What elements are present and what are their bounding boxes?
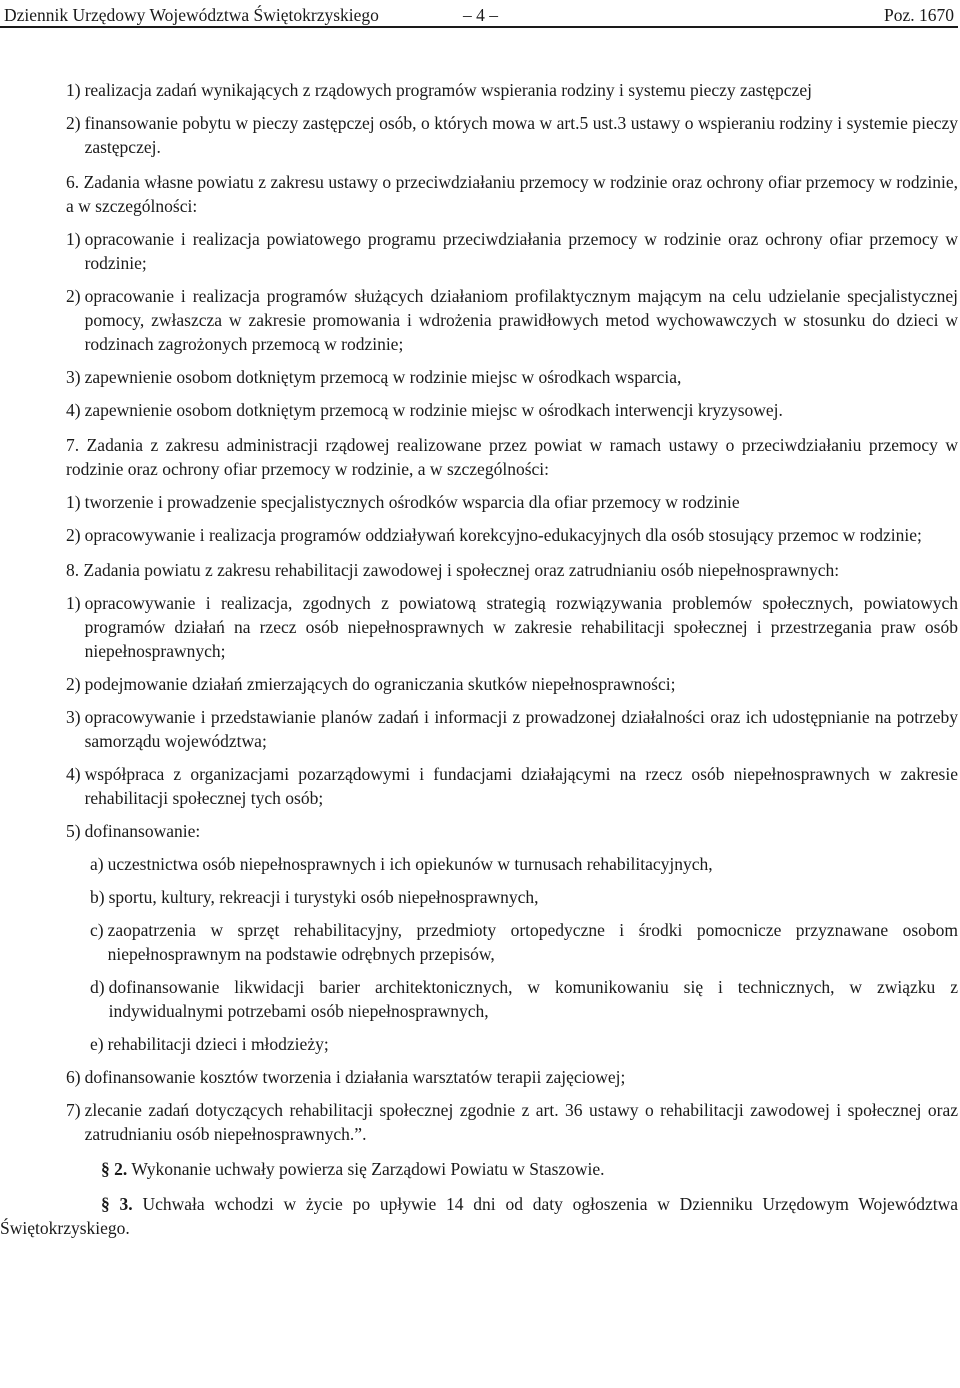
- sub-list-item: [66, 918, 958, 966]
- list-item: [66, 523, 958, 547]
- item-letter: a): [90, 854, 104, 874]
- sub-list-item: [66, 885, 958, 909]
- section-number: 8.: [66, 560, 80, 580]
- section-text: Zadania powiatu z zakresu rehabilitacji zawodowej i społecznej oraz zatrudnianiu osób niepełnosprawnych:: [83, 560, 840, 580]
- item-text: dofinansowanie:: [84, 821, 201, 841]
- item-number: 7): [66, 1100, 81, 1120]
- sub-list-item: [66, 852, 958, 876]
- list-item: [66, 705, 958, 753]
- item-text: opracowanie i realizacja powiatowego programu przeciwdziałania przemocy w rodzinie oraz ochrony ofiar przemocy w rodzinie;: [84, 229, 958, 273]
- item-text: dofinansowanie kosztów tworzenia i działania warsztatów terapii zajęciowej;: [84, 1067, 626, 1087]
- item-letter: c): [90, 920, 104, 940]
- section-6-intro: [0, 170, 958, 218]
- list-item: [66, 111, 958, 159]
- item-number: 5): [66, 821, 81, 841]
- list-item: [66, 78, 958, 102]
- item-number: 1): [66, 229, 81, 249]
- section-text: Zadania własne powiatu z zakresu ustawy o przeciwdziałaniu przemocy w rodzinie oraz ochrony ofiar przemocy w rodzinie, a w szczególności:: [66, 172, 958, 216]
- item-number: 2): [66, 525, 81, 545]
- section-text: Zadania z zakresu administracji rządowej realizowane przez powiat w ramach ustawy o przeciwdziałaniu przemocy w rodzinie oraz ochrony ofiar przemocy w rodzinie, a w szczególności:: [66, 435, 958, 479]
- section-8-intro: [0, 558, 958, 582]
- list-item: [66, 591, 958, 663]
- sub-list-item: [66, 1032, 958, 1056]
- list-item: [66, 1065, 958, 1089]
- section-number: 6.: [66, 172, 80, 192]
- list-item: [66, 398, 958, 422]
- paragraph-mark: § 3.: [101, 1194, 133, 1214]
- item-text: zlecanie zadań dotyczących rehabilitacji społecznej zgodnie z art. 36 ustawy o rehabilitacji zawodowej i społecznej oraz zatrudnianiu osób niepełnosprawnych.”.: [84, 1100, 958, 1144]
- item-number: 4): [66, 764, 81, 784]
- item-letter: b): [90, 887, 105, 907]
- list-item: [66, 365, 958, 389]
- item-text: tworzenie i prowadzenie specjalistycznych ośrodków wsparcia dla ofiar przemocy w rodzinie: [84, 492, 740, 512]
- list-item: [66, 672, 958, 696]
- paragraph-2: [0, 1157, 958, 1181]
- paragraph-text: Wykonanie uchwały powierza się Zarządowi Powiatu w Staszowie.: [131, 1159, 605, 1179]
- item-number: 2): [66, 113, 81, 133]
- section-7-intro: [0, 433, 958, 481]
- list-item: [66, 490, 958, 514]
- item-text: realizacja zadań wynikających z rządowych programów wspierania rodziny i systemu pieczy zastępczej: [84, 80, 812, 100]
- page-header: [0, 0, 958, 28]
- item-number: 1): [66, 593, 81, 613]
- item-text: zapewnienie osobom dotkniętym przemocą w rodzinie miejsc w ośrodkach wsparcia,: [84, 367, 682, 387]
- paragraph-mark: § 2.: [101, 1159, 128, 1179]
- item-text: opracowywanie i przedstawianie planów zadań i informacji z prowadzonej działalności oraz ich udostępnianie na potrzeby samorządu województwa;: [84, 707, 958, 751]
- item-letter: d): [90, 977, 105, 997]
- document-body: [0, 78, 958, 1240]
- list-item: [66, 762, 958, 810]
- item-letter: e): [90, 1034, 104, 1054]
- list-item: [66, 819, 958, 843]
- section-number: 7.: [66, 435, 80, 455]
- publication-title: Dziennik Urzędowy Województwa Świętokrzyskiego: [4, 5, 379, 25]
- item-text: opracowywanie i realizacja, zgodnych z powiatową strategią rozwiązywania problemów społecznych, powiatowych programów działań na rzecz osób niepełnosprawnych w zakresie rehabilitacji społecznej i przestrzegania praw osób niepełnosprawnych;: [84, 593, 958, 661]
- item-number: 3): [66, 367, 81, 387]
- list-item: [66, 284, 958, 356]
- position-number: Poz. 1670: [884, 5, 954, 25]
- item-text: dofinansowanie likwidacji barier architektonicznych, w komunikowaniu się i technicznych, w związku z indywidualnymi potrzebami osób niepełnosprawnych,: [108, 977, 958, 1021]
- page-number: – 4 –: [463, 5, 498, 25]
- item-text: finansowanie pobytu w pieczy zastępczej osób, o których mowa w art.5 ust.3 ustawy o wspieraniu rodziny i systemie pieczy zastępczej.: [84, 113, 958, 157]
- item-number: 1): [66, 492, 81, 512]
- item-number: 2): [66, 674, 81, 694]
- item-text: opracowanie i realizacja programów służących działaniom profilaktycznym mającym na celu udzielanie specjalistycznej pomocy, zwłaszcza w zakresie promowania i wdrożenia prawidłowych metod wychowawczych w stosunku do dzieci w rodzinach zagrożonych przemocą w rodzinie;: [84, 286, 958, 354]
- sub-list-item: [66, 975, 958, 1023]
- item-text: uczestnictwa osób niepełnosprawnych i ich opiekunów w turnusach rehabilitacyjnych,: [107, 854, 713, 874]
- item-text: sportu, kultury, rekreacji i turystyki osób niepełnosprawnych,: [108, 887, 539, 907]
- paragraph-3: [0, 1192, 958, 1240]
- item-number: 4): [66, 400, 81, 420]
- item-text: zaopatrzenia w sprzęt rehabilitacyjny, przedmioty ortopedyczne i środki pomocnicze przyznawane osobom niepełnosprawnym na podstawie odrębnych przepisów,: [107, 920, 958, 964]
- item-number: 3): [66, 707, 81, 727]
- item-text: współpraca z organizacjami pozarządowymi i fundacjami działającymi na rzecz osób niepełnosprawnych w zakresie rehabilitacji społecznej tych osób;: [84, 764, 958, 808]
- paragraph-text: Uchwała wchodzi w życie po upływie 14 dni od daty ogłoszenia w Dzienniku Urzędowym Województwa Świętokrzyskiego.: [0, 1194, 958, 1238]
- list-item: [66, 227, 958, 275]
- item-number: 1): [66, 80, 81, 100]
- item-number: 2): [66, 286, 81, 306]
- item-text: podejmowanie działań zmierzających do ograniczania skutków niepełnosprawności;: [84, 674, 676, 694]
- item-text: opracowywanie i realizacja programów oddziaływań korekcyjno-edukacyjnych dla osób stosujący przemoc w rodzinie;: [84, 525, 922, 545]
- item-text: zapewnienie osobom dotkniętym przemocą w rodzinie miejsc w ośrodkach interwencji kryzysowej.: [84, 400, 783, 420]
- list-item: [66, 1098, 958, 1146]
- item-number: 6): [66, 1067, 81, 1087]
- item-text: rehabilitacji dzieci i młodzieży;: [107, 1034, 329, 1054]
